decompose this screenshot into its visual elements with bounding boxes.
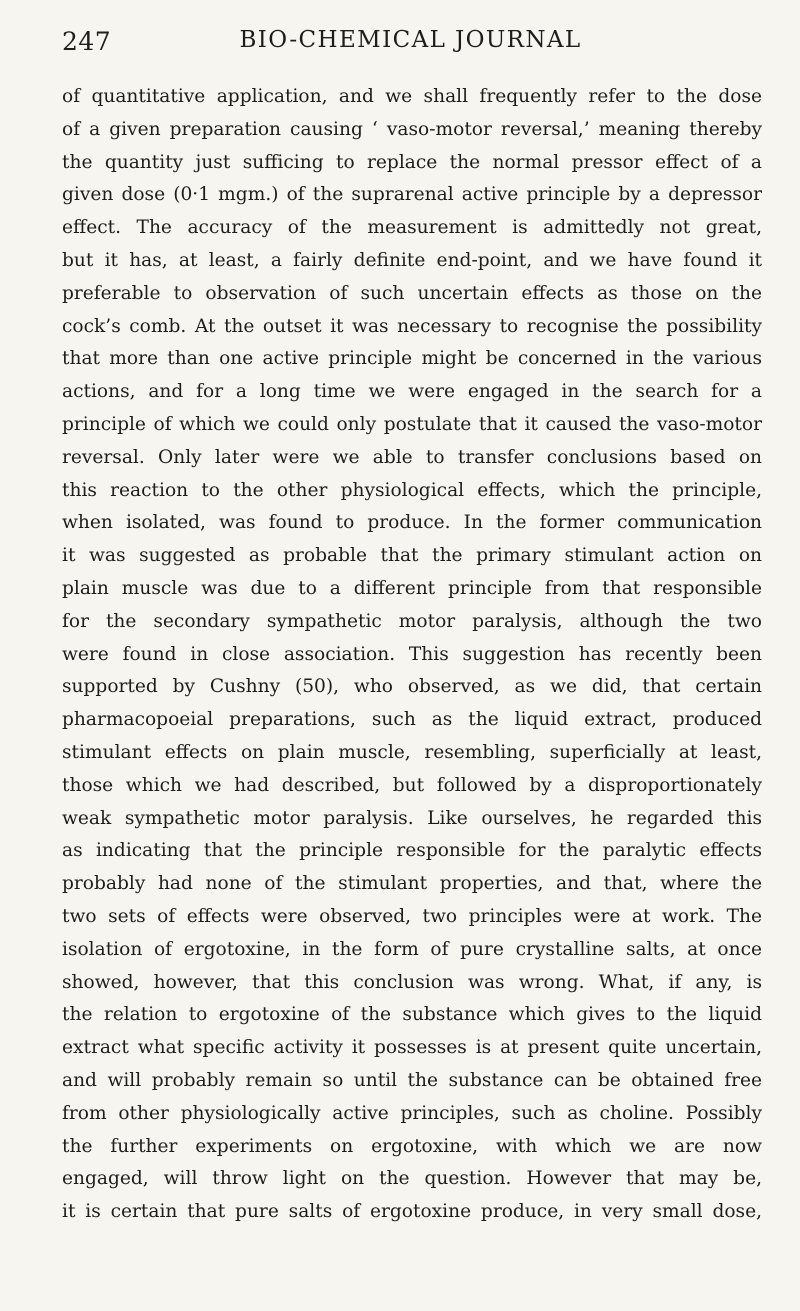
text-line: probably had none of the stimulant properties, and that, where the	[62, 873, 762, 895]
text-line: for the secondary sympathetic motor paralysis, although the two	[62, 610, 762, 632]
text-line: given dose (0·1 mgm.) of the suprarenal active principle by a depressor	[62, 184, 762, 206]
text-line: plain muscle was due to a different principle from that responsible	[62, 577, 762, 599]
text-line: effect. The accuracy of the measurement is admittedly not great,	[62, 217, 762, 239]
text-line: those which we had described, but followed by a disproportionately	[62, 774, 762, 796]
body-paragraph	[62, 81, 762, 1229]
text-line: of quantitative application, and we shall frequently refer to the dose	[62, 86, 762, 107]
text-line: stimulant effects on plain muscle, resembling, superficially at least,	[62, 741, 762, 763]
text-line: pharmacopoeial preparations, such as the liquid extract, produced	[62, 709, 762, 731]
text-line: the further experiments on ergotoxine, with which we are now	[62, 1135, 762, 1157]
text-line: were found in close association. This suggestion has recently been	[62, 643, 762, 665]
text-line: but it has, at least, a fairly definite end-point, and we have found it	[62, 249, 762, 271]
text-line: two sets of effects were observed, two principles were at work. The	[62, 905, 762, 927]
text-line: from other physiologically active principles, such as choline. Possibly	[62, 1102, 762, 1124]
text-line: actions, and for a long time we were engaged in the search for a	[62, 381, 762, 403]
text-line: supported by Cushny (50), who observed, as we did, that certain	[62, 676, 762, 698]
text-line: the quantity just sufficing to replace the normal pressor effect of a	[62, 151, 762, 173]
text-line: when isolated, was found to produce. In the former communication	[62, 512, 762, 534]
text-line: principle of which we could only postulate that it caused the vaso-motor	[62, 413, 762, 435]
page-number: 247	[62, 27, 112, 56]
text-line: it was suggested as probable that the primary stimulant action on	[62, 545, 762, 567]
text-line: weak sympathetic motor paralysis. Like ourselves, he regarded this	[62, 807, 762, 829]
text-line: extract what specific activity it possesses is at present quite uncertain,	[62, 1037, 762, 1059]
text-line: showed, however, that this conclusion was wrong. What, if any, is	[62, 971, 762, 993]
text-line: isolation of ergotoxine, in the form of pure crystalline salts, at once	[62, 938, 762, 960]
text-line: this reaction to the other physiological effects, which the principle,	[62, 479, 762, 501]
text-line: of a given preparation causing ‘ vaso-motor reversal,’ meaning thereby	[62, 118, 762, 140]
text-line: preferable to observation of such uncertain effects as those on the	[62, 282, 762, 304]
text-line: cock’s comb. At the outset it was necessary to recognise the possibility	[62, 315, 762, 337]
text-line: reversal. Only later were we able to transfer conclusions based on	[62, 446, 762, 468]
running-head	[62, 27, 759, 61]
text-line: it is certain that pure salts of ergotoxine produce, in very small dose,	[62, 1201, 762, 1223]
text-line: engaged, will throw light on the question. However that may be,	[62, 1168, 762, 1190]
text-line: that more than one active principle might be concerned in the various	[62, 348, 762, 370]
text-line: and will probably remain so until the substance can be obtained free	[62, 1069, 762, 1091]
text-line: as indicating that the principle responsible for the paralytic effects	[62, 840, 762, 862]
text-line: the relation to ergotoxine of the substance which gives to the liquid	[62, 1004, 762, 1026]
journal-title: BIO-CHEMICAL JOURNAL	[239, 27, 582, 53]
